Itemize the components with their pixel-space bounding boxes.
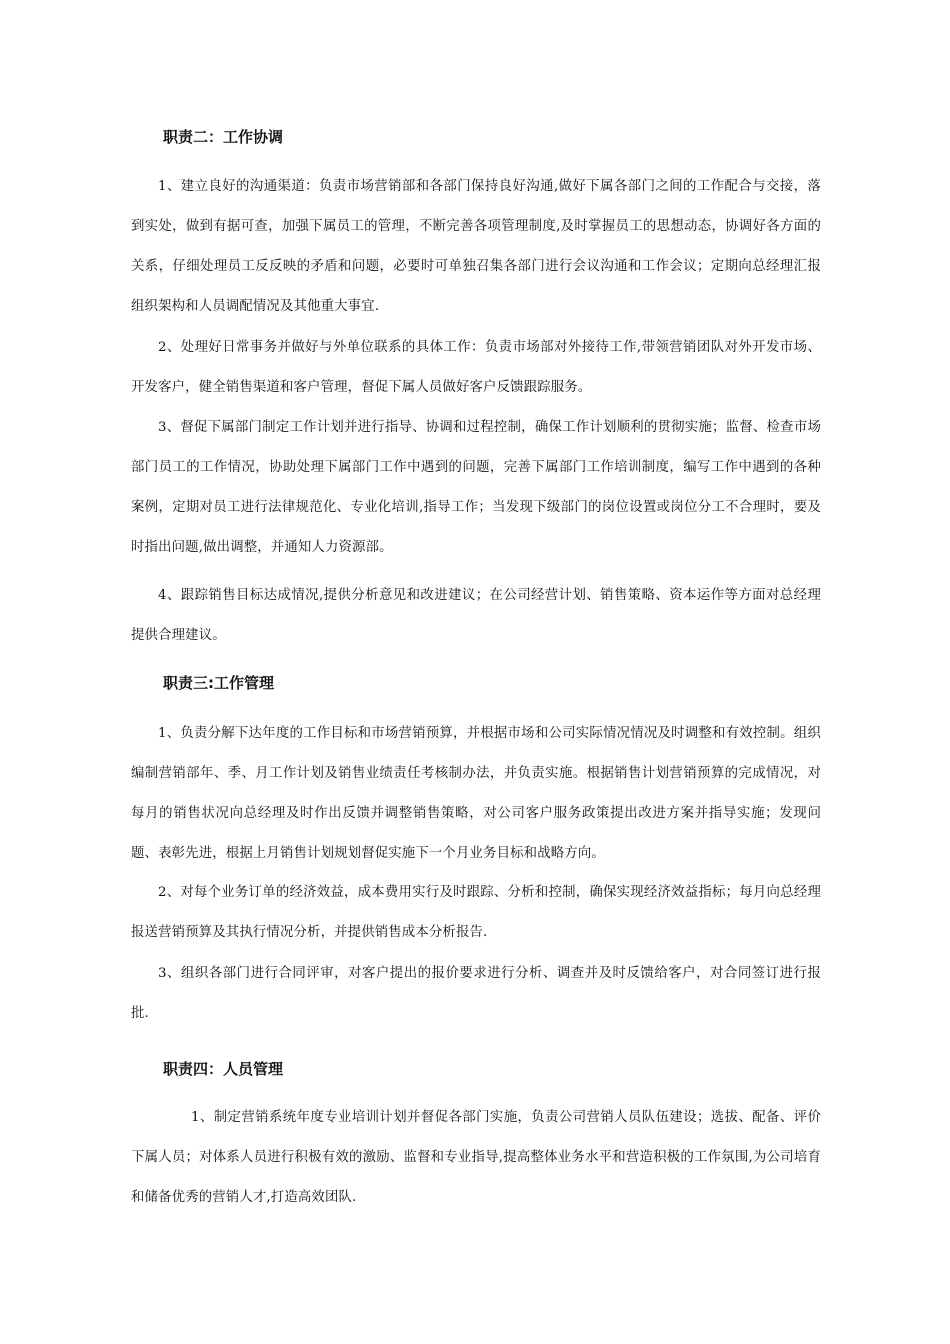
duty-4-paragraph-1: 1、制定营销系统年度专业培训计划并督促各部门实施，负责公司营销人员队伍建设；选拔、配备、评价下属人员；对体系人员进行积极有效的激励、监督和专业指导,提高整体业务水平和营造积极的工作氛围,为公司培育和储备优秀的营销人才,打造高效团队. [131, 1110, 821, 1205]
section-heading-duty-2: 职责二：工作协调 [163, 128, 284, 146]
duty-3-paragraph-3: 3、组织各部门进行合同评审，对客户提出的报价要求进行分析、调查并及时反馈给客户，对合同签订进行报批. [131, 966, 821, 1021]
duty-3-paragraph-2: 2、对每个业务订单的经济效益，成本费用实行及时跟踪、分析和控制，确保实现经济效益指标；每月向总经理报送营销预算及其执行情况分析，并提供销售成本分析报告. [131, 885, 821, 940]
duty-2-paragraph-3: 3、督促下属部门制定工作计划并进行指导、协调和过程控制，确保工作计划顺利的贯彻实施；监督、检查市场部门员工的工作情况，协助处理下属部门工作中遇到的问题，完善下属部门工作培训制度，编写工作中遇到的各种案例，定期对员工进行法律规范化、专业化培训,指导工作；当发现下级部门的岗位设置或岗位分工不合理时，要及时指出问题,做出调整，并通知人力资源部。 [131, 420, 821, 555]
duty-3-paragraph-1: 1、负责分解下达年度的工作目标和市场营销预算，并根据市场和公司实际情况情况及时调整和有效控制。组织编制营销部年、季、月工作计划及销售业绩责任考核制办法，并负责实施。根据销售计划营销预算的完成情况，对每月的销售状况向总经理及时作出反馈并调整销售策略，对公司客户服务政策提出改进方案并指导实施；发现问题、表彰先进，根据上月销售计划规划督促实施下一个月业务目标和战略方向。 [131, 726, 821, 861]
section-heading-duty-4: 职责四：人员管理 [163, 1060, 284, 1078]
duty-2-paragraph-2: 2、处理好日常事务并做好与外单位联系的具体工作：负责市场部对外接待工作,带领营销团队对外开发市场、开发客户，健全销售渠道和客户管理，督促下属人员做好客户反馈跟踪服务。 [131, 340, 821, 395]
section-heading-duty-3: 职责三:工作管理 [163, 674, 274, 692]
duty-2-paragraph-4: 4、跟踪销售目标达成情况,提供分析意见和改进建议；在公司经营计划、销售策略、资本运作等方面对总经理提供合理建议。 [131, 588, 821, 643]
duty-2-paragraph-1: 1、建立良好的沟通渠道：负责市场营销部和各部门保持良好沟通,做好下属各部门之间的工作配合与交接，落到实处，做到有据可查，加强下属员工的管理，不断完善各项管理制度,及时掌握员工的思想动态，协调好各方面的关系，仔细处理员工反反映的矛盾和问题，必要时可单独召集各部门进行会议沟通和工作会议；定期向总经理汇报组织架构和人员调配情况及其他重大事宜. [131, 179, 821, 314]
